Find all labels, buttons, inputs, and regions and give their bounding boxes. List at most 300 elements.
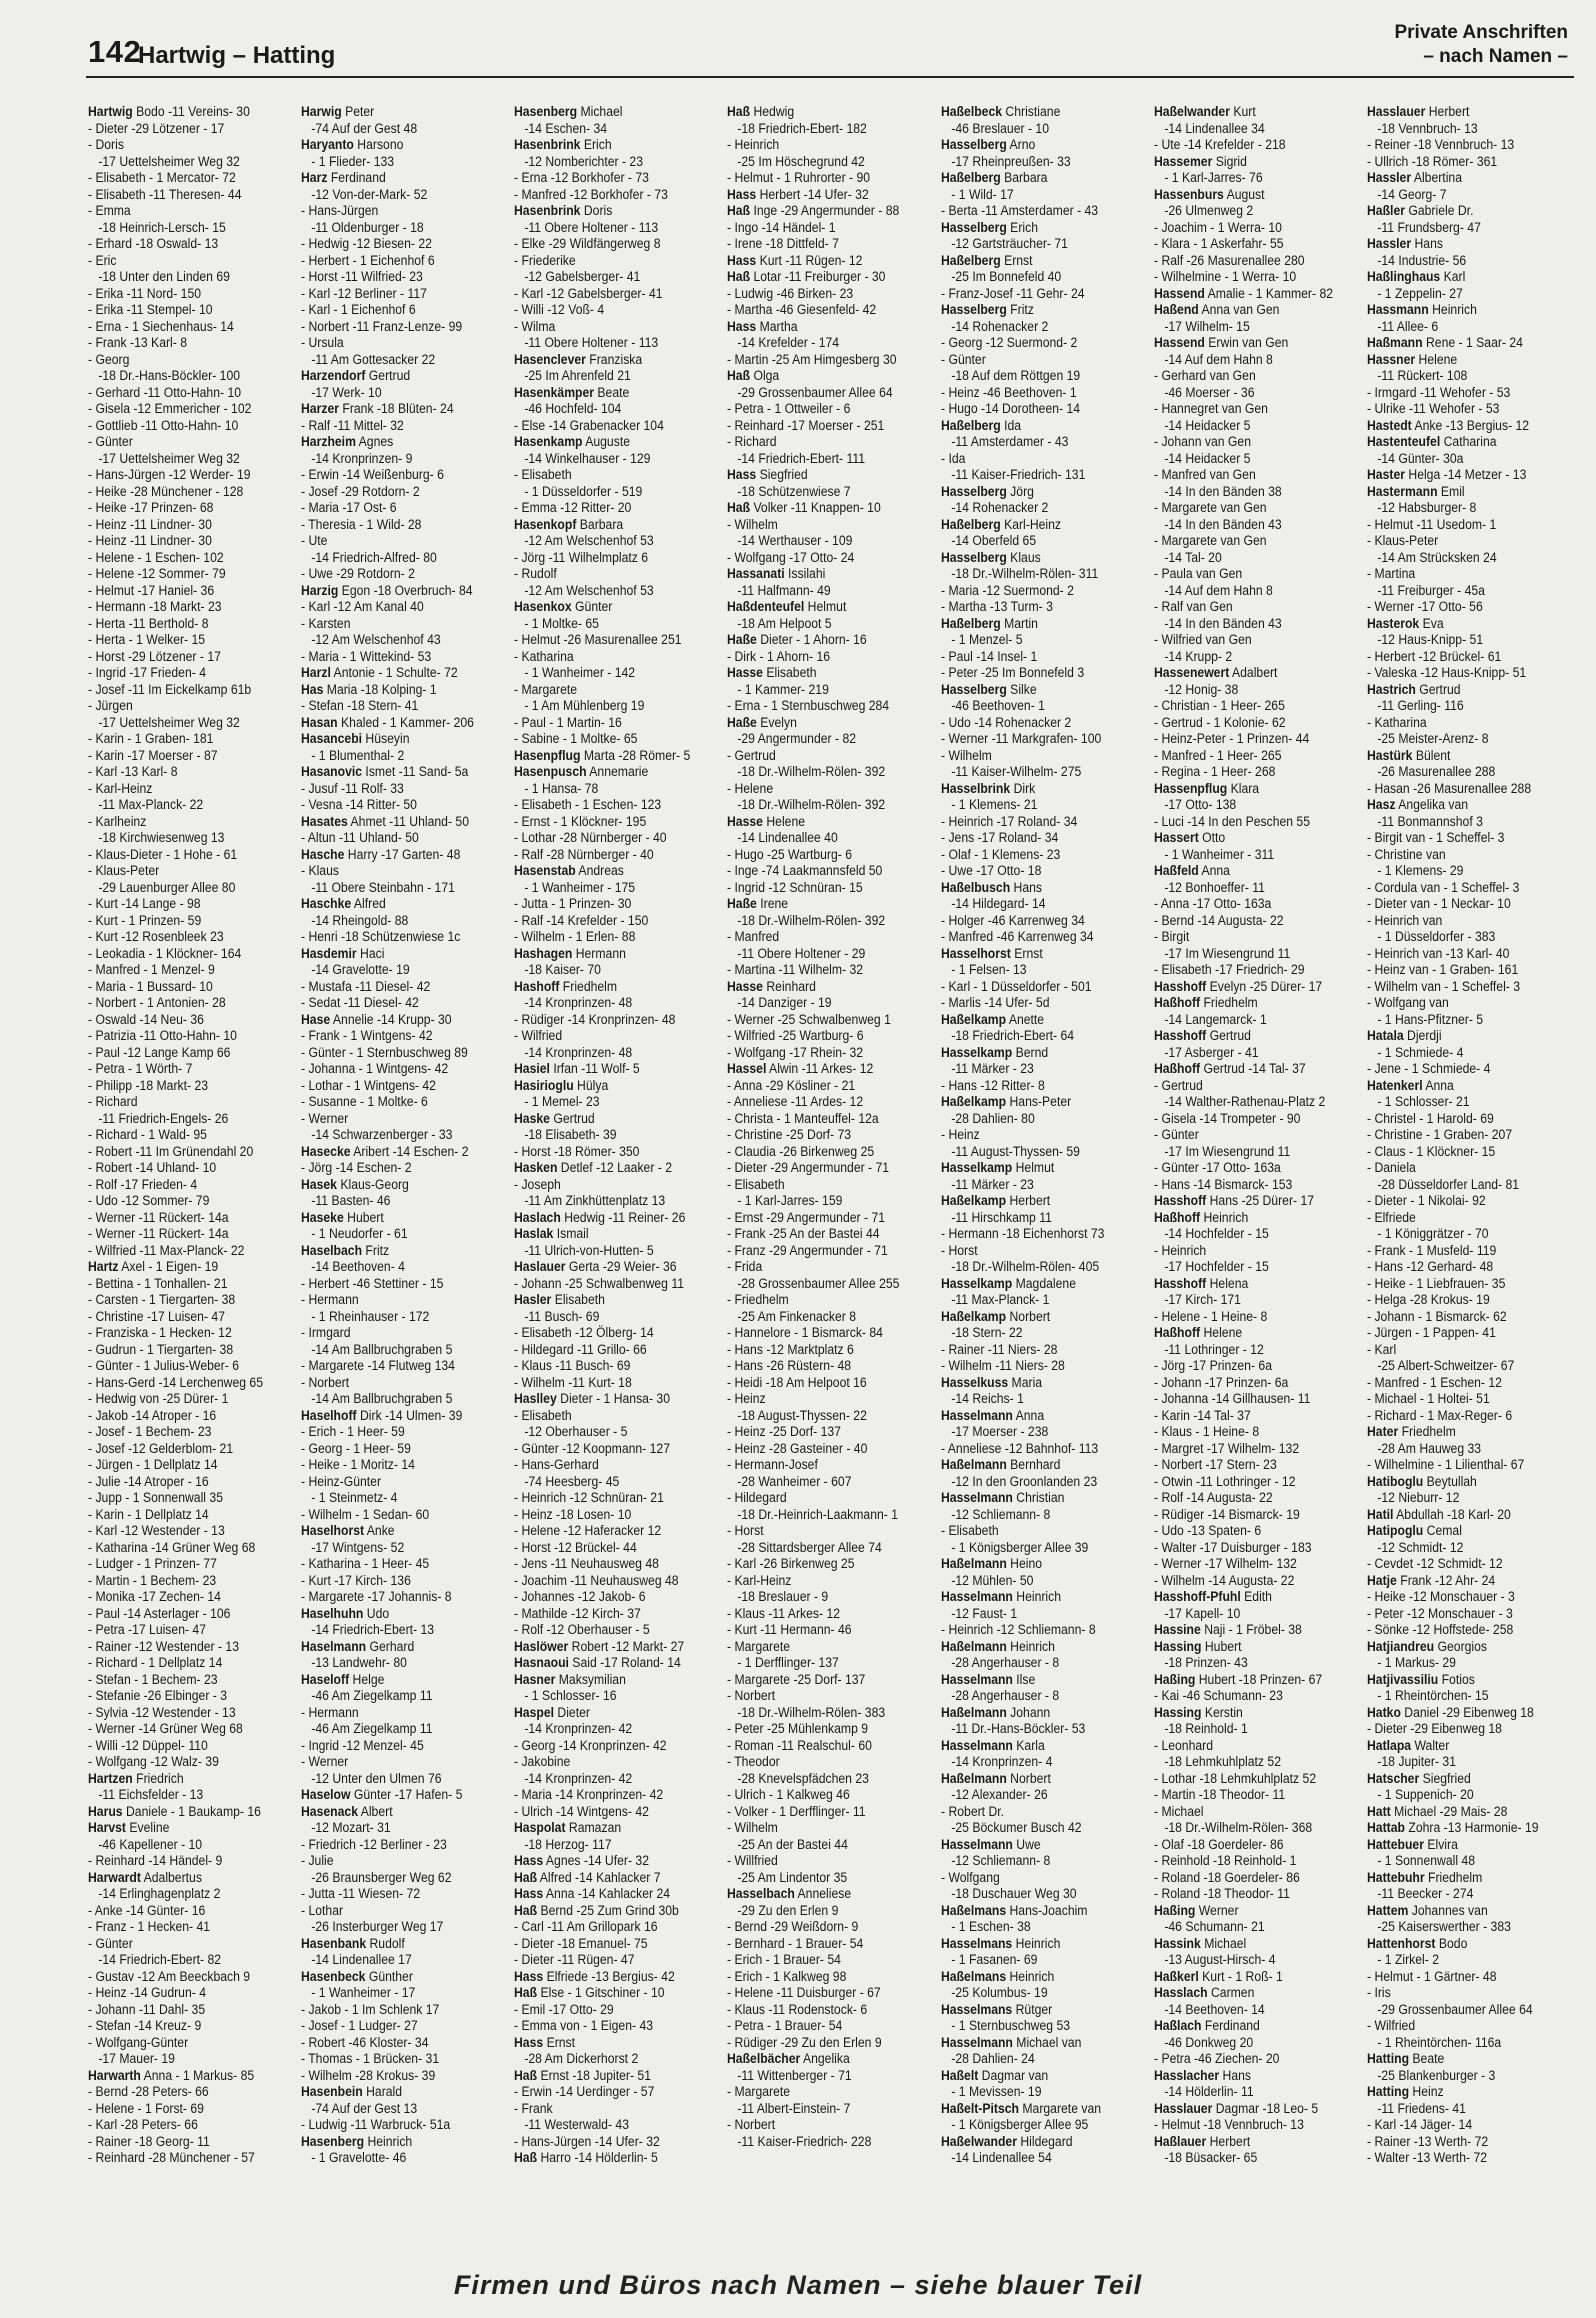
directory-entry	[301, 1672, 508, 1689]
entry-details: - Paul - 1 Martin- 16	[514, 714, 623, 731]
directory-entry	[941, 1226, 1148, 1243]
directory-entry	[88, 319, 295, 336]
entry-details: -17 Asberger - 41	[1164, 1044, 1259, 1061]
directory-entry	[941, 1870, 1148, 1887]
entry-details: -11 Beecker - 274	[1377, 1886, 1474, 1902]
directory-entry	[88, 1589, 295, 1606]
directory-entry	[301, 1639, 508, 1656]
entry-details: -11 Friedrich-Engels- 26	[98, 1110, 229, 1127]
directory-entry	[514, 1573, 721, 1590]
entry-details: - Rainer -11 Niers- 28	[940, 1341, 1057, 1358]
directory-entry	[514, 979, 721, 996]
surname: Haß	[727, 368, 751, 384]
directory-entry	[301, 1573, 508, 1590]
surname: Hasselmann	[940, 1737, 1013, 1754]
entry-details: -12 Mühlen- 50	[950, 1572, 1033, 1589]
entry-details: - Werner -25 Schwalbenweg 1	[727, 1011, 892, 1028]
directory-entry	[1154, 1919, 1361, 1936]
entry-details: - 1 Königgrätzer - 70	[1377, 1226, 1489, 1242]
directory-entry	[88, 1160, 295, 1177]
directory-entry	[88, 1672, 295, 1689]
entry-details: - Ralf -28 Nürnberger - 40	[514, 846, 654, 863]
entry-details: Kurt - 1 Roß- 1	[1198, 1968, 1283, 1985]
directory-entry	[1367, 1853, 1574, 1870]
entry-details: -18 Dr.-Wilhelm-Rölen- 311	[950, 566, 1098, 582]
directory-entry	[1367, 583, 1574, 600]
directory-entry	[941, 352, 1148, 369]
entry-details: -12 Schliemann- 8	[950, 1853, 1050, 1869]
entry-details: - Lothar - 1 Wintgens- 42	[301, 1077, 437, 1094]
directory-entry	[1154, 170, 1361, 187]
directory-entry	[727, 1309, 934, 1326]
entry-details: - Ute -14 Krefelder - 218	[1153, 137, 1286, 153]
surname: Hattebuer	[1366, 1836, 1424, 1853]
directory-entry	[514, 1639, 721, 1656]
entry-details: -11 Kaiser-Friedrich- 131	[950, 467, 1085, 483]
directory-entry	[1367, 649, 1574, 666]
directory-entry	[301, 335, 508, 352]
directory-entry	[514, 698, 721, 715]
entry-details: - 1 Düsseldorfer - 383	[1377, 929, 1496, 945]
entry-details: -29 Lauenburger Allee 80	[98, 879, 236, 896]
entry-details: - Manfred - 1 Heer- 265	[1153, 747, 1282, 764]
directory-entry	[941, 1210, 1148, 1227]
entry-details: - Klaus	[301, 863, 340, 879]
entry-details: -11 Obere Holtener - 113	[524, 335, 659, 351]
entry-details: -28 Dahlien- 24	[950, 2051, 1035, 2067]
directory-entry	[88, 434, 295, 451]
directory-entry	[727, 1243, 934, 1260]
entry-details: - Günter - 1 Julius-Weber- 6	[88, 1358, 239, 1374]
directory-entry	[514, 1012, 721, 1029]
entry-details: -18 Jupiter- 31	[1377, 1754, 1456, 1770]
directory-entry	[514, 121, 721, 138]
directory-entry	[941, 616, 1148, 633]
directory-entry	[727, 1078, 934, 1095]
entry-details: - Horst -29 Lötzener - 17	[88, 648, 221, 665]
entry-details: - Joachim - 1 Werra- 10	[1153, 219, 1282, 236]
entry-details: -46 Breslauer - 10	[950, 120, 1049, 137]
entry-details: -18 Reinhold- 1	[1164, 1721, 1248, 1737]
entry-details: - Ulrich - 1 Kalkweg 46	[727, 1787, 851, 1803]
directory-entry	[727, 2084, 934, 2101]
entry-details: - Rainer -18 Georg- 11	[88, 2133, 210, 2150]
entry-details: Anke	[364, 1523, 395, 1539]
directory-entry	[88, 1754, 295, 1771]
surname: Hasenberg	[301, 2133, 365, 2150]
entry-details: - Helene	[727, 780, 774, 797]
surname: Hasates	[301, 813, 348, 830]
directory-entry	[727, 1919, 934, 1936]
entry-details: - Manfred -12 Borkhofer - 73	[514, 186, 669, 203]
entry-details: Ernst	[1000, 252, 1033, 269]
entry-details: - Hans-Jürgen	[301, 203, 379, 219]
directory-entry	[88, 2117, 295, 2134]
directory-entry	[727, 2134, 934, 2151]
entry-details: - Richard - 1 Dellplatz 14	[88, 1655, 223, 1671]
entry-details: -12 Am Welschenhof 53	[524, 582, 654, 599]
entry-details: Hüseyin	[362, 731, 410, 747]
directory-entry	[727, 599, 934, 616]
directory-entry	[1154, 1787, 1361, 1804]
entry-details: - Dieter -29 Angermunder - 71	[727, 1160, 890, 1176]
directory-entry	[301, 1012, 508, 1029]
directory-entry	[1367, 1292, 1574, 1309]
entry-details: -25 Im Höschegrund 42	[737, 153, 866, 170]
entry-details: -26 Insterburger Weg 17	[311, 1919, 444, 1935]
entry-details: Hans -25 Dürer- 17	[1205, 1193, 1314, 1209]
entry-details: - Rolf -14 Augusta- 22	[1153, 1490, 1273, 1506]
entry-details: - Gudrun - 1 Tiergarten- 38	[88, 1341, 234, 1358]
directory-entry	[941, 1985, 1148, 2002]
entry-details: -14 Reichs- 1	[950, 1391, 1024, 1407]
directory-entry	[301, 814, 508, 831]
entry-details: - Hans-Jürgen -12 Werder- 19	[88, 467, 251, 483]
directory-entry	[88, 2018, 295, 2035]
entry-details: - Werner -11 Rückert- 14a	[88, 1226, 229, 1242]
entry-details: -12 Von-der-Mark- 52	[311, 186, 428, 203]
entry-details: - Martha -46 Giesenfeld- 42	[727, 302, 877, 318]
directory-entry	[941, 104, 1148, 121]
directory-entry	[88, 517, 295, 534]
directory-entry	[514, 1078, 721, 1095]
surname: Haß	[727, 269, 751, 285]
directory-entry	[88, 1886, 295, 1903]
directory-entry	[1154, 748, 1361, 765]
directory-entry	[514, 1358, 721, 1375]
directory-entry	[301, 1424, 508, 1441]
entry-details: -18 Kirchwiesenweg 13	[98, 830, 225, 846]
directory-entry	[941, 1111, 1148, 1128]
surname: Hattenhorst	[1366, 1935, 1436, 1952]
entry-details: Dirk -14 Ulmen- 39	[356, 1407, 463, 1424]
surname: Haß	[514, 2067, 538, 2084]
entry-details: - Gottlieb -11 Otto-Hahn- 10	[88, 417, 239, 434]
directory-entry	[514, 517, 721, 534]
entry-details: Dieter - 1 Hansa- 30	[557, 1391, 671, 1407]
entry-details: -17 Wilhelm- 15	[1164, 318, 1250, 335]
directory-entry	[88, 665, 295, 682]
surname: Hasselkamp	[940, 1275, 1012, 1292]
entry-details: Khaled - 1 Kammer- 206	[337, 714, 475, 731]
surname: Hasselberg	[940, 137, 1007, 153]
entry-details: -18 Friedrich-Ebert- 64	[950, 1028, 1074, 1044]
entry-details: - Horst	[940, 1242, 978, 1259]
entry-details: - Michael - 1 Holtei- 51	[1366, 1391, 1490, 1407]
directory-entry	[727, 1111, 934, 1128]
directory-entry	[1154, 187, 1361, 204]
directory-entry	[514, 1688, 721, 1705]
directory-entry	[941, 500, 1148, 517]
entry-details: - Joachim -11 Neuhausweg 48	[514, 1572, 679, 1589]
surname: Haßfeld	[1153, 863, 1199, 879]
directory-entry	[727, 385, 934, 402]
directory-entry	[88, 1606, 295, 1623]
directory-entry	[514, 1061, 721, 1078]
surname: Haske	[514, 1110, 551, 1127]
entry-details: Annemarie	[586, 764, 649, 780]
directory-entry	[941, 1259, 1148, 1276]
directory-entry	[941, 583, 1148, 600]
directory-entry	[727, 1259, 934, 1276]
entry-details: - Josef -29 Rotdorn- 2	[301, 483, 420, 500]
directory-entry	[727, 1127, 934, 1144]
directory-entry	[727, 880, 934, 897]
directory-entry	[1367, 1045, 1574, 1062]
directory-entry	[88, 764, 295, 781]
surname: Harz	[301, 170, 328, 186]
entry-details: - Klara - 1 Askerfahr- 55	[1153, 236, 1284, 252]
directory-entry	[941, 1820, 1148, 1837]
entry-details: - Heinrich -12 Schliemann- 8	[940, 1622, 1096, 1638]
directory-entry	[88, 1243, 295, 1260]
entry-details: August	[1223, 186, 1265, 203]
directory-entry	[941, 2018, 1148, 2035]
directory-entry	[88, 1936, 295, 1953]
directory-entry	[1367, 1886, 1574, 1903]
entry-details: - Irmgard	[301, 1325, 351, 1341]
directory-entry	[514, 335, 721, 352]
entry-details: - Anneliese -12 Bahnhof- 113	[940, 1440, 1098, 1457]
entry-details: - Herbert - 1 Eichenhof 6	[301, 252, 435, 269]
entry-details: -18 Breslauer - 9	[737, 1589, 829, 1605]
entry-details: -17 Im Wiesengrund 11	[1164, 945, 1290, 962]
directory-entry	[88, 632, 295, 649]
entry-details: -28 Angerhauser - 8	[950, 1655, 1059, 1671]
surname: Hasken	[514, 1160, 558, 1176]
entry-details: -14 Industrie- 56	[1377, 252, 1467, 269]
directory-entry	[1367, 401, 1574, 418]
entry-details: - Robert Dr.	[940, 1803, 1004, 1820]
directory-entry	[727, 352, 934, 369]
directory-entry	[301, 533, 508, 550]
entry-details: Angelika van	[1395, 797, 1468, 813]
entry-details: -46 Donkweg 20	[1164, 2034, 1253, 2051]
directory-entry	[88, 1705, 295, 1722]
entry-details: Martha	[756, 318, 798, 335]
directory-entry	[1154, 1391, 1361, 1408]
directory-entry	[727, 1540, 934, 1557]
directory-entry	[1367, 137, 1574, 154]
directory-entry	[1154, 731, 1361, 748]
entry-details: - Erika -11 Stempel- 10	[88, 302, 213, 318]
entry-details: Norbert	[1005, 1308, 1050, 1325]
entry-details: -14 Günter- 30a	[1377, 450, 1464, 467]
directory-entry	[514, 2117, 721, 2134]
directory-entry	[1367, 2117, 1574, 2134]
directory-entry	[941, 698, 1148, 715]
directory-entry	[1367, 253, 1574, 270]
directory-entry	[514, 1969, 721, 1986]
surname: Hatil	[1366, 1506, 1394, 1523]
directory-entry	[727, 863, 934, 880]
entry-details: - Karl -26 Birkenweg 25	[727, 1556, 855, 1572]
entry-details: Siegfried	[756, 467, 809, 483]
directory-entry	[941, 1622, 1148, 1639]
entry-details: - Karl - 1 Eichenhof 6	[301, 302, 416, 318]
surname: Hasirioglu	[514, 1077, 574, 1094]
directory-entry	[727, 1045, 934, 1062]
entry-details: -11 Dr.-Hans-Böckler- 53	[950, 1721, 1085, 1737]
directory-entry	[514, 1276, 721, 1293]
directory-entry	[88, 385, 295, 402]
entry-details: -25 Kaiserswerther - 383	[1377, 1919, 1511, 1935]
directory-entry	[301, 121, 508, 138]
entry-details: - Margarete	[727, 1638, 791, 1655]
directory-entry	[301, 451, 508, 468]
directory-entry	[301, 1325, 508, 1342]
directory-entry	[727, 104, 934, 121]
directory-entry	[941, 1705, 1148, 1722]
directory-entry	[301, 1787, 508, 1804]
entry-details: Eva	[1419, 615, 1444, 632]
entry-details: Udo	[363, 1605, 390, 1622]
entry-details: - Birgit van - 1 Scheffel- 3	[1366, 830, 1505, 846]
entry-details: - Birgit	[1153, 929, 1189, 945]
surname: Haslley	[514, 1391, 558, 1407]
entry-details: -26 Ulmenweg 2	[1164, 203, 1253, 219]
entry-details: - Georg	[88, 351, 130, 368]
directory-entry	[301, 368, 508, 385]
entry-details: Margarete van	[1018, 2100, 1101, 2117]
entry-details: - Frida	[727, 1259, 763, 1275]
directory-entry	[1367, 1408, 1574, 1425]
directory-entry	[301, 269, 508, 286]
directory-entry	[727, 484, 934, 501]
directory-entry	[1154, 599, 1361, 616]
entry-details: -14 Beethoven- 4	[311, 1259, 406, 1275]
entry-details: - Willfried	[727, 1853, 779, 1869]
directory-entry	[1154, 137, 1361, 154]
entry-details: -14 Hildegard- 14	[950, 896, 1046, 912]
directory-entry	[1367, 1672, 1574, 1689]
entry-details: -18 Auf dem Röttgen 19	[950, 368, 1080, 384]
entry-details: - Emma von - 1 Eigen- 43	[514, 2018, 654, 2034]
entry-details: -29 Zu den Erlen 9	[737, 1902, 839, 1919]
directory-entry	[1367, 830, 1574, 847]
entry-details: - Julie	[301, 1853, 334, 1869]
entry-details: - 1 Sonnenwall 48	[1377, 1853, 1475, 1869]
surname: Hasecke	[301, 1143, 351, 1160]
entry-details: Friedhelm	[1424, 1869, 1483, 1886]
directory-entry	[1154, 236, 1361, 253]
directory-entry	[88, 731, 295, 748]
entry-details: Friedrich	[132, 1770, 184, 1787]
surname: Hasnaoui	[514, 1655, 570, 1671]
entry-details: - Erwin -14 Uerdinger - 57	[514, 2084, 655, 2100]
entry-details: - Roland -18 Goerdeler- 86	[1153, 1869, 1300, 1886]
entry-details: - 1 Wanheimer - 142	[524, 665, 636, 681]
entry-details: - Petra -46 Ziechen- 20	[1153, 2051, 1280, 2067]
surname: Hasselmann	[940, 1407, 1013, 1424]
entry-details: - Klaus -11 Busch- 69	[514, 1358, 631, 1374]
surname: Hasshoff	[1153, 1275, 1206, 1292]
entry-details: - Walter -13 Werth- 72	[1366, 2150, 1487, 2166]
surname: Haselow	[301, 1787, 351, 1803]
entry-details: - Johanna -14 Gillhausen- 11	[1153, 1391, 1311, 1407]
entry-details: - Christine -25 Dorf- 73	[727, 1127, 852, 1143]
entry-details: - Iris	[1366, 1985, 1391, 2001]
entry-details: -14 Werthauser - 109	[737, 533, 853, 549]
entry-details: - 1 Schmiede- 4	[1377, 1044, 1464, 1061]
directory-entry	[941, 1969, 1148, 1986]
entry-details: -28 Sittardsberger Allee 74	[737, 1539, 883, 1556]
entry-details: - Heinrich	[727, 137, 780, 153]
directory-entry	[941, 434, 1148, 451]
directory-entry	[941, 1655, 1148, 1672]
entry-details: Barbara	[1000, 170, 1048, 186]
directory-entry	[941, 335, 1148, 352]
entry-details: - Gisela -14 Trompeter - 90	[1153, 1110, 1301, 1127]
entry-details: Michael van	[1012, 2034, 1081, 2051]
directory-entry	[514, 1903, 721, 1920]
entry-details: - Herta - 1 Welker- 15	[88, 632, 206, 648]
directory-entry	[941, 1804, 1148, 1821]
directory-entry	[1367, 1474, 1574, 1491]
surname: Haßend	[1153, 302, 1199, 318]
directory-entry	[514, 1375, 721, 1392]
entry-details: -18 Dr.-Heinrich-Laakmann- 1	[737, 1506, 899, 1523]
directory-entry	[941, 1837, 1148, 1854]
entry-details: Erich	[1006, 219, 1038, 236]
entry-details: Arno	[1006, 137, 1035, 153]
directory-entry	[941, 715, 1148, 732]
directory-entry	[301, 1738, 508, 1755]
entry-details: Günter	[571, 599, 613, 615]
entry-details: Helmut	[1011, 1160, 1054, 1176]
entry-details: - Lothar	[301, 1902, 344, 1919]
directory-entry	[1367, 896, 1574, 913]
directory-entry	[727, 2002, 934, 2019]
directory-entry	[301, 352, 508, 369]
entry-details: - Heinz	[727, 1391, 767, 1407]
entry-details: - Karl -28 Peters- 66	[88, 2117, 198, 2133]
entry-details: -74 Auf der Gest 48	[311, 120, 418, 137]
entry-details: -11 Ulrich-von-Hutten- 5	[524, 1242, 654, 1259]
directory-entry	[301, 748, 508, 765]
entry-details: - Anke -14 Günter- 16	[88, 1902, 206, 1919]
surname: Hasler	[514, 1292, 552, 1308]
directory-entry	[1367, 269, 1574, 286]
directory-entry	[301, 2068, 508, 2085]
entry-details: - Leonhard	[1153, 1737, 1213, 1754]
directory-entry	[88, 682, 295, 699]
entry-details: -14 Kronprinzen- 42	[524, 1770, 633, 1787]
directory-entry	[301, 2134, 508, 2151]
directory-entry	[514, 1457, 721, 1474]
directory-entry	[727, 1886, 934, 1903]
entry-details: - Werner -11 Markgrafen- 100	[940, 731, 1101, 747]
directory-column	[88, 104, 295, 2242]
entry-details: - Klaus - 1 Heine- 8	[1153, 1424, 1259, 1440]
directory-entry	[727, 1936, 934, 1953]
entry-details: - Heike -28 Münchener - 128	[88, 483, 244, 500]
entry-details: -28 Dahlien- 80	[950, 1110, 1035, 1127]
entry-details: - Doris	[88, 137, 124, 153]
directory-entry	[727, 731, 934, 748]
directory-entry	[301, 583, 508, 600]
directory-entry	[88, 1358, 295, 1375]
entry-details: -11 August-Thyssen- 59	[950, 1143, 1080, 1160]
entry-details: - 1 Markus- 29	[1377, 1655, 1456, 1671]
entry-details: - Petra -17 Luisen- 47	[88, 1622, 207, 1638]
surname: Haßelt-Pitsch	[940, 2100, 1019, 2117]
entry-details: Alfred -14 Kahlacker 7	[537, 1869, 661, 1886]
directory-entry	[941, 1639, 1148, 1656]
entry-details: - Norbert	[301, 1374, 350, 1391]
entry-details: -12 Am Welschenhof 53	[524, 533, 654, 549]
entry-details: - Martin -18 Theodor- 11	[1153, 1787, 1285, 1803]
